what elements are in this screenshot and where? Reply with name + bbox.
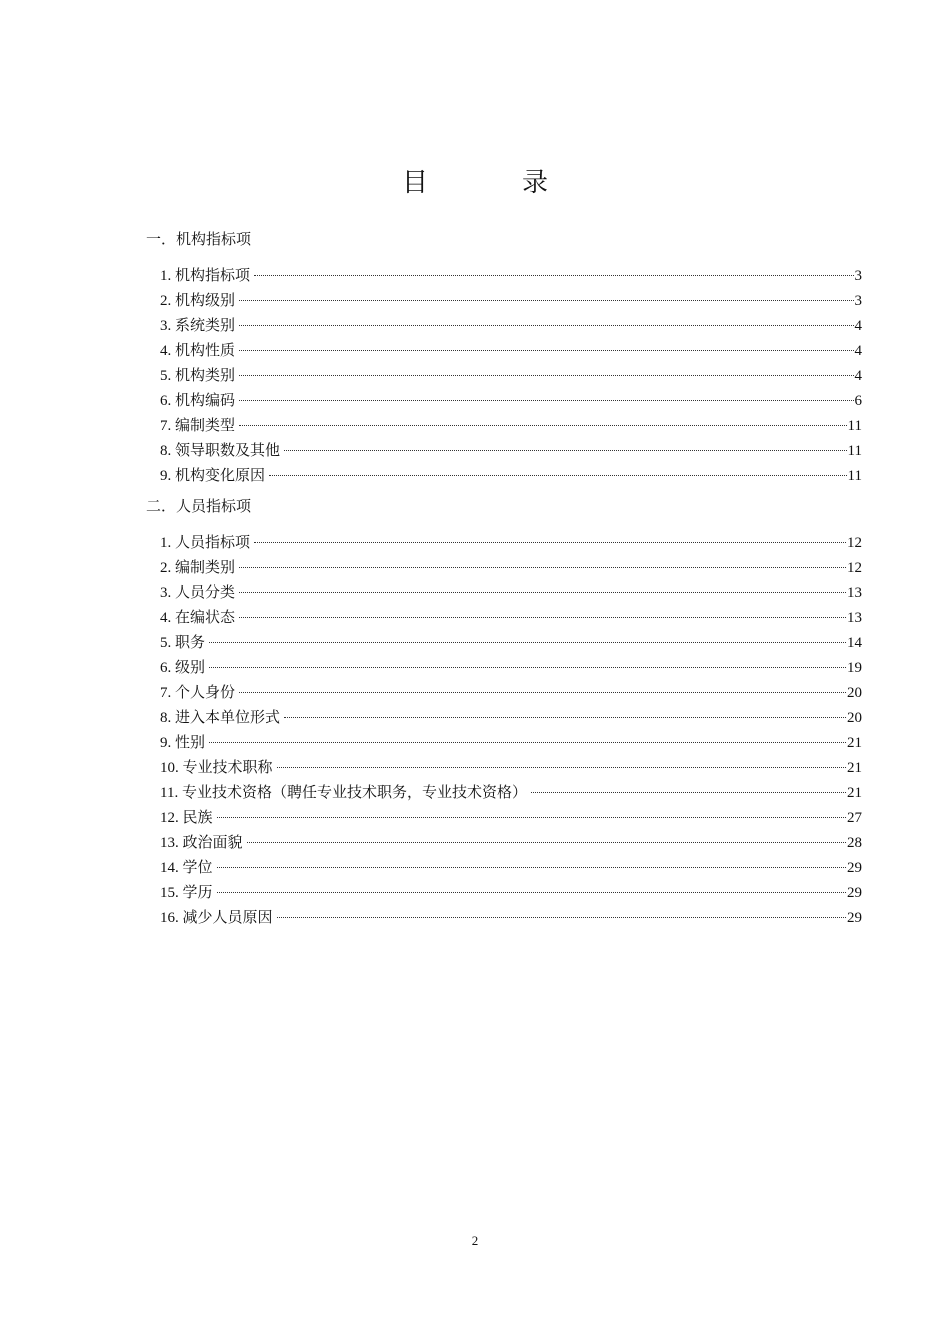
dot-leader <box>239 375 853 376</box>
dot-leader <box>217 817 846 818</box>
toc-entry-label: 14. 学位 <box>160 860 213 876</box>
toc-entry[interactable] <box>146 389 862 414</box>
toc-entry[interactable] <box>146 906 862 931</box>
toc-entry-page: 20 <box>847 710 862 726</box>
toc-entry-label: 3. 系统类别 <box>160 318 236 334</box>
dot-leader <box>254 542 846 543</box>
dot-leader <box>209 742 846 743</box>
toc-entry[interactable] <box>146 656 862 681</box>
toc-entry-label: 12. 民族 <box>160 810 213 826</box>
toc-entry-page: 21 <box>847 735 862 751</box>
toc-entry[interactable] <box>146 439 862 464</box>
toc-entry-label: 9. 机构变化原因 <box>160 468 266 484</box>
toc-entry-page: 11 <box>847 468 862 484</box>
dot-leader <box>239 567 846 568</box>
toc-entry[interactable] <box>146 881 862 906</box>
dot-leader <box>239 325 853 326</box>
toc-entry[interactable] <box>146 364 862 389</box>
toc-entry[interactable] <box>146 706 862 731</box>
toc-entry-page: 21 <box>847 760 862 776</box>
toc-entry-page: 20 <box>847 685 862 701</box>
dot-leader <box>284 717 846 718</box>
toc-entry-page: 12 <box>847 560 862 576</box>
toc-entry-label: 4. 机构性质 <box>160 343 236 359</box>
toc-entry-page: 13 <box>847 585 862 601</box>
toc-entry-label: 4. 在编状态 <box>160 610 236 626</box>
toc-entry[interactable] <box>146 264 862 289</box>
toc-entry-label: 10. 专业技术职称 <box>160 760 273 776</box>
toc-entry-page: 6 <box>854 393 862 409</box>
toc-section-personnel <box>146 497 862 931</box>
toc-entry-label: 1. 机构指标项 <box>160 268 251 284</box>
toc-entry-page: 13 <box>847 610 862 626</box>
dot-leader <box>531 792 846 793</box>
dot-leader <box>209 667 846 668</box>
toc-entry-label: 3. 人员分类 <box>160 585 236 601</box>
dot-leader <box>277 917 846 918</box>
toc-entry[interactable] <box>146 681 862 706</box>
toc-entry-label: 1. 人员指标项 <box>160 535 251 551</box>
dot-leader <box>277 767 846 768</box>
toc-entry[interactable] <box>146 756 862 781</box>
page-number: 2 <box>471 1233 479 1248</box>
toc-entry-label: 16. 减少人员原因 <box>160 910 273 926</box>
dot-leader <box>239 592 846 593</box>
toc-entry-list <box>146 531 862 931</box>
dot-leader <box>209 642 846 643</box>
dot-leader <box>239 425 847 426</box>
dot-leader <box>239 400 853 401</box>
toc-entry[interactable] <box>146 464 862 489</box>
toc-entry-label: 15. 学历 <box>160 885 213 901</box>
toc-entry[interactable] <box>146 731 862 756</box>
toc-entry-label: 6. 机构编码 <box>160 393 236 409</box>
toc-entry[interactable] <box>146 314 862 339</box>
toc-entry[interactable] <box>146 581 862 606</box>
page-title: 目 录 <box>401 168 582 197</box>
dot-leader <box>239 300 853 301</box>
toc-entry-page: 29 <box>847 910 862 926</box>
dot-leader <box>269 475 847 476</box>
toc-entry[interactable] <box>146 606 862 631</box>
toc-entry-label: 7. 个人身份 <box>160 685 236 701</box>
toc-entry[interactable] <box>146 631 862 656</box>
toc-entry-label: 9. 性别 <box>160 735 206 751</box>
toc-entry[interactable] <box>146 781 862 806</box>
toc-entry[interactable] <box>146 414 862 439</box>
dot-leader <box>239 692 846 693</box>
toc-section-institution <box>146 230 862 489</box>
toc-entry[interactable] <box>146 856 862 881</box>
toc-entry[interactable] <box>146 339 862 364</box>
toc-entry[interactable] <box>146 556 862 581</box>
toc-entry[interactable] <box>146 289 862 314</box>
dot-leader <box>239 617 846 618</box>
toc-entry-label: 11. 专业技术资格（聘任专业技术职务，专业技术资格） <box>160 785 527 801</box>
toc-entry[interactable] <box>146 531 862 556</box>
toc-entry-page: 29 <box>847 885 862 901</box>
toc-entry-page: 21 <box>847 785 862 801</box>
toc-entry-list <box>146 264 862 489</box>
toc-entry-page: 27 <box>847 810 862 826</box>
toc-entry-label: 6. 级别 <box>160 660 206 676</box>
dot-leader <box>247 842 846 843</box>
toc-entry[interactable] <box>146 806 862 831</box>
dot-leader <box>254 275 853 276</box>
toc-entry-label: 2. 机构级别 <box>160 293 236 309</box>
toc-entry-label: 7. 编制类型 <box>160 418 236 434</box>
dot-leader <box>217 867 846 868</box>
dot-leader <box>239 350 853 351</box>
toc-entry-page: 3 <box>854 268 862 284</box>
toc-entry-page: 4 <box>854 318 862 334</box>
toc-entry-page: 4 <box>854 368 862 384</box>
toc-entry[interactable] <box>146 831 862 856</box>
toc-entry-label: 5. 职务 <box>160 635 206 651</box>
toc-entry-label: 8. 进入本单位形式 <box>160 710 281 726</box>
toc-entry-page: 19 <box>847 660 862 676</box>
section-heading: 二．人员指标项 <box>146 499 252 515</box>
dot-leader <box>284 450 847 451</box>
toc-entry-label: 2. 编制类别 <box>160 560 236 576</box>
toc-entry-label: 5. 机构类别 <box>160 368 236 384</box>
toc-entry-page: 29 <box>847 860 862 876</box>
toc-entry-label: 8. 领导职数及其他 <box>160 443 281 459</box>
toc-entry-page: 28 <box>847 835 862 851</box>
dot-leader <box>217 892 846 893</box>
toc-entry-page: 11 <box>847 443 862 459</box>
toc-entry-page: 4 <box>854 343 862 359</box>
toc-entry-page: 14 <box>847 635 862 651</box>
toc-entry-page: 3 <box>854 293 862 309</box>
toc-entry-page: 11 <box>847 418 862 434</box>
section-heading: 一．机构指标项 <box>146 232 252 248</box>
toc-entry-page: 12 <box>847 535 862 551</box>
toc-entry-label: 13. 政治面貌 <box>160 835 243 851</box>
